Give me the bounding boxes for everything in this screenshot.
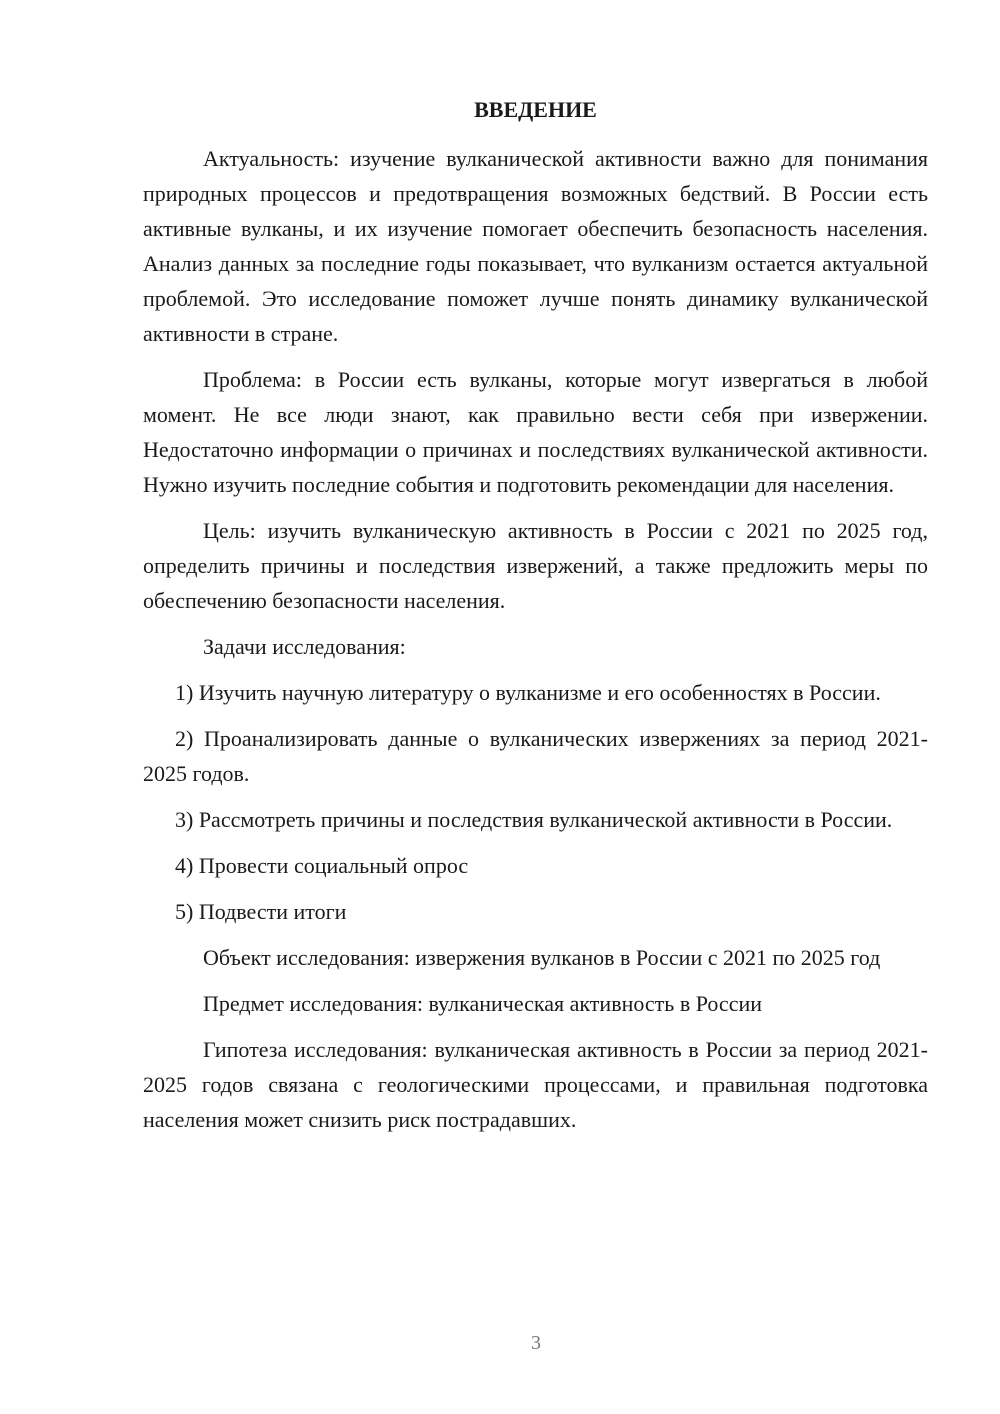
task-item: 1) Изучить научную литературу о вулканизме и его особенностях в России. xyxy=(175,680,881,705)
document-page xyxy=(143,92,928,1148)
task-item: 2) Проанализировать данные о вулканических извержениях за период 2021-2025 годов. xyxy=(143,726,928,786)
section-heading: ВВЕДЕНИЕ xyxy=(474,97,597,122)
page-number: 3 xyxy=(531,1332,541,1354)
problem-paragraph: Проблема: в России есть вулканы, которые могут извергаться в любой момент. Не все люди знают, как правильно вести себя при извержении. Недостаточно информации о причинах и последствиях вулканической активности. Нужно изучить последние события и подготовить рекомендации для населения. xyxy=(143,367,928,497)
tasks-title: Задачи исследования: xyxy=(203,634,406,659)
relevance-paragraph: Актуальность: изучение вулканической активности важно для понимания природных процессов и предотвращения возможных бедствий. В России есть активные вулканы, и их изучение помогает обеспечить безопасность населения. Анализ данных за последние годы показывает, что вулканизм остается актуальной проблемой. Это исследование поможет лучше понять динамику вулканической активности в стране. xyxy=(143,146,928,346)
hypothesis-paragraph: Гипотеза исследования: вулканическая активность в России за период 2021-2025 годов связана с геологическими процессами, и правильная подготовка населения может снизить риск пострадавших. xyxy=(143,1037,928,1132)
task-item: 3) Рассмотреть причины и последствия вулканической активности в России. xyxy=(175,807,893,832)
subject-paragraph: Предмет исследования: вулканическая активность в России xyxy=(203,991,763,1016)
object-paragraph: Объект исследования: извержения вулканов в России с 2021 по 2025 год xyxy=(203,945,881,970)
task-item: 5) Подвести итоги xyxy=(175,899,347,924)
task-item: 4) Провести социальный опрос xyxy=(175,853,469,878)
goal-paragraph: Цель: изучить вулканическую активность в России с 2021 по 2025 год, определить причины и последствия извержений, а также предложить меры по обеспечению безопасности населения. xyxy=(143,518,928,613)
